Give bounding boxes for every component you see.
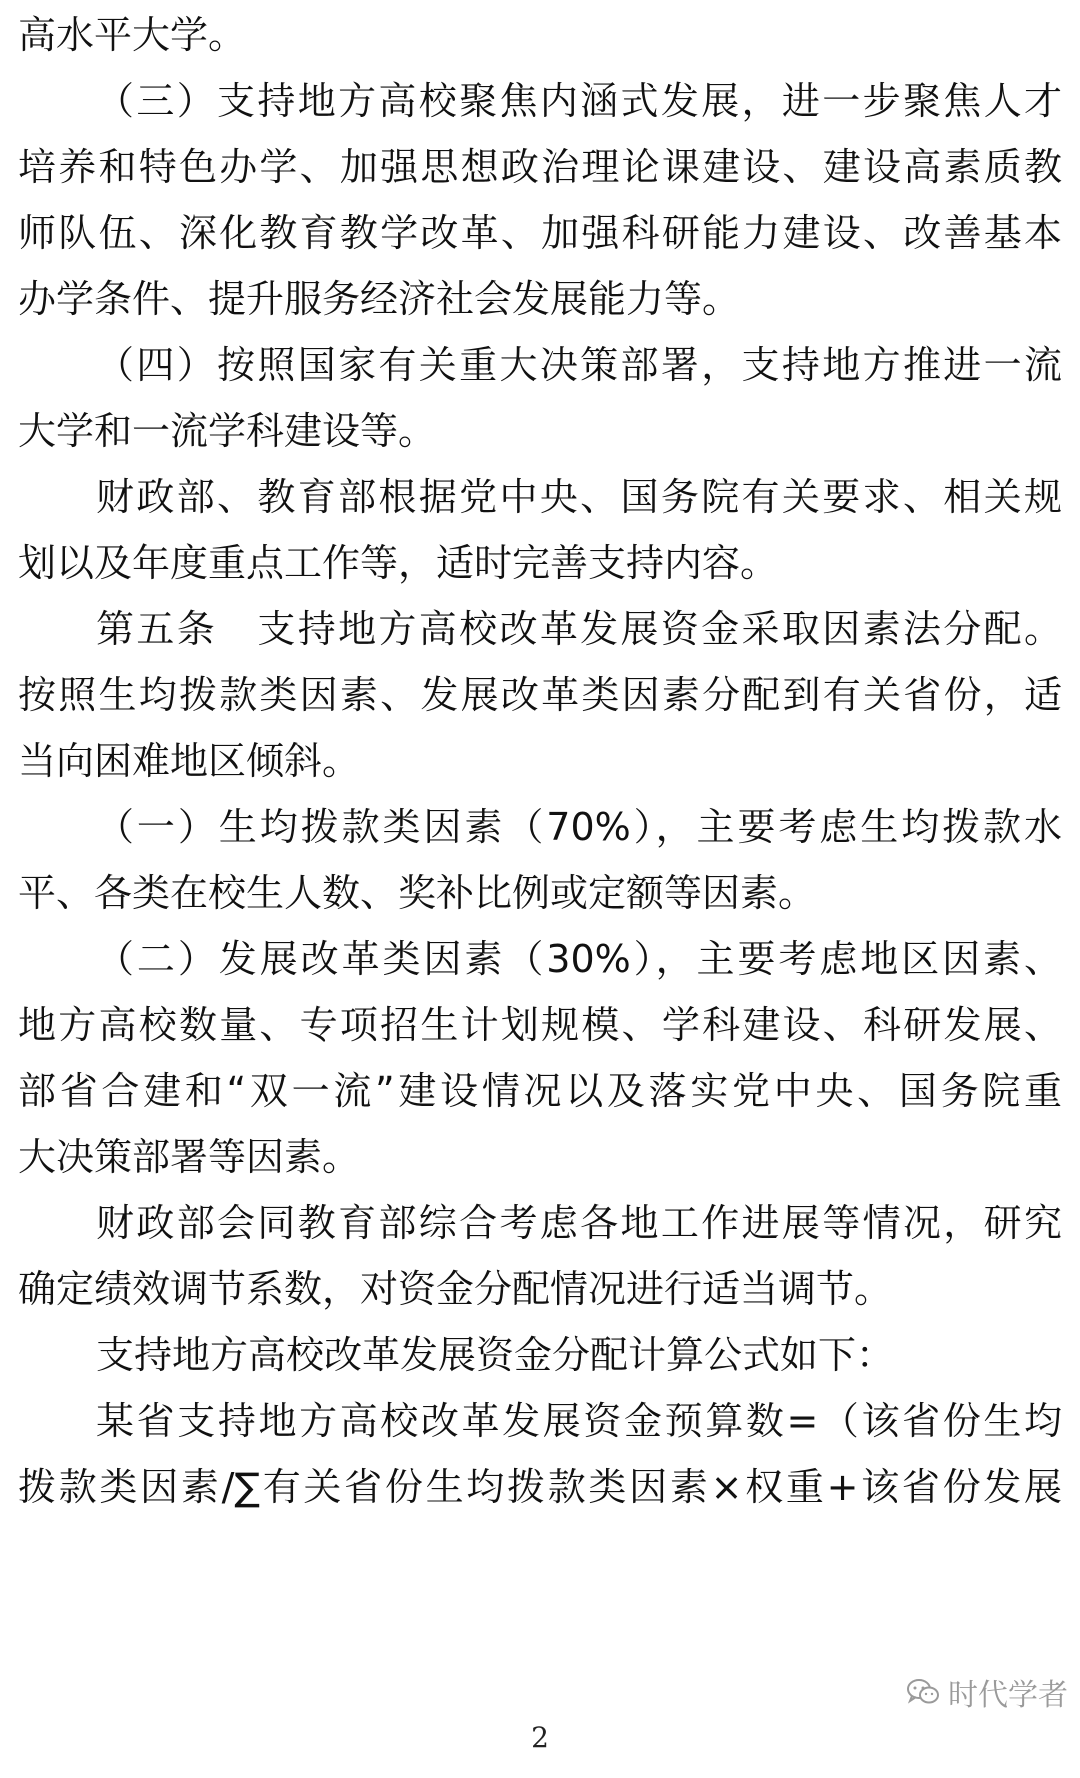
- page-number: 2: [531, 1721, 549, 1754]
- article-heading-line: 第五条 支持地方高校改革发展资金采取因素法分配。: [96, 607, 1062, 651]
- text-line: 高水平大学。: [18, 13, 247, 57]
- wechat-icon: [906, 1678, 940, 1706]
- text-line: 财政部、教育部根据党中央、国务院有关要求、相关规: [96, 475, 1062, 519]
- text-line: 师队伍、深化教育教学改革、加强科研能力建设、改善基本: [18, 211, 1062, 255]
- text-line: 按照生均拨款类因素、发展改革类因素分配到有关省份，适: [18, 673, 1062, 717]
- text-line: （一）生均拨款类因素（70%），主要考虑生均拨款水: [96, 805, 1062, 849]
- text-line: （三）支持地方高校聚焦内涵式发展，进一步聚焦人才: [96, 79, 1062, 123]
- text-line: 财政部会同教育部综合考虑各地工作进展等情况，研究: [96, 1201, 1062, 1245]
- text-line: 部省合建和“双一流”建设情况以及落实党中央、国务院重: [18, 1069, 1062, 1113]
- text-line: 确定绩效调节系数，对资金分配情况进行适当调节。: [18, 1267, 893, 1311]
- formula-line: 拨款类因素/∑有关省份生均拨款类因素×权重+该省份发展: [18, 1465, 1062, 1509]
- formula-line: 某省支持地方高校改革发展资金预算数=（该省份生均: [96, 1399, 1062, 1443]
- text-line: 办学条件、提升服务经济社会发展能力等。: [18, 277, 741, 321]
- watermark: [906, 1672, 1068, 1712]
- text-line: 大学和一流学科建设等。: [18, 409, 437, 453]
- text-line: （二）发展改革类因素（30%），主要考虑地区因素、: [96, 937, 1062, 981]
- text-line: 地方高校数量、专项招生计划规模、学科建设、科研发展、: [18, 1003, 1062, 1047]
- text-line: 划以及年度重点工作等，适时完善支持内容。: [18, 541, 779, 585]
- text-line: 支持地方高校改革发展资金分配计算公式如下：: [96, 1333, 895, 1377]
- text-line: （四）按照国家有关重大决策部署，支持地方推进一流: [96, 343, 1062, 387]
- watermark-text: 时代学者: [948, 1678, 1068, 1713]
- text-line: 大决策部署等因素。: [18, 1135, 361, 1179]
- text-line: 平、各类在校生人数、奖补比例或定额等因素。: [18, 871, 817, 915]
- text-line: 当向困难地区倾斜。: [18, 739, 361, 783]
- text-line: 培养和特色办学、加强思想政治理论课建设、建设高素质教: [18, 145, 1062, 189]
